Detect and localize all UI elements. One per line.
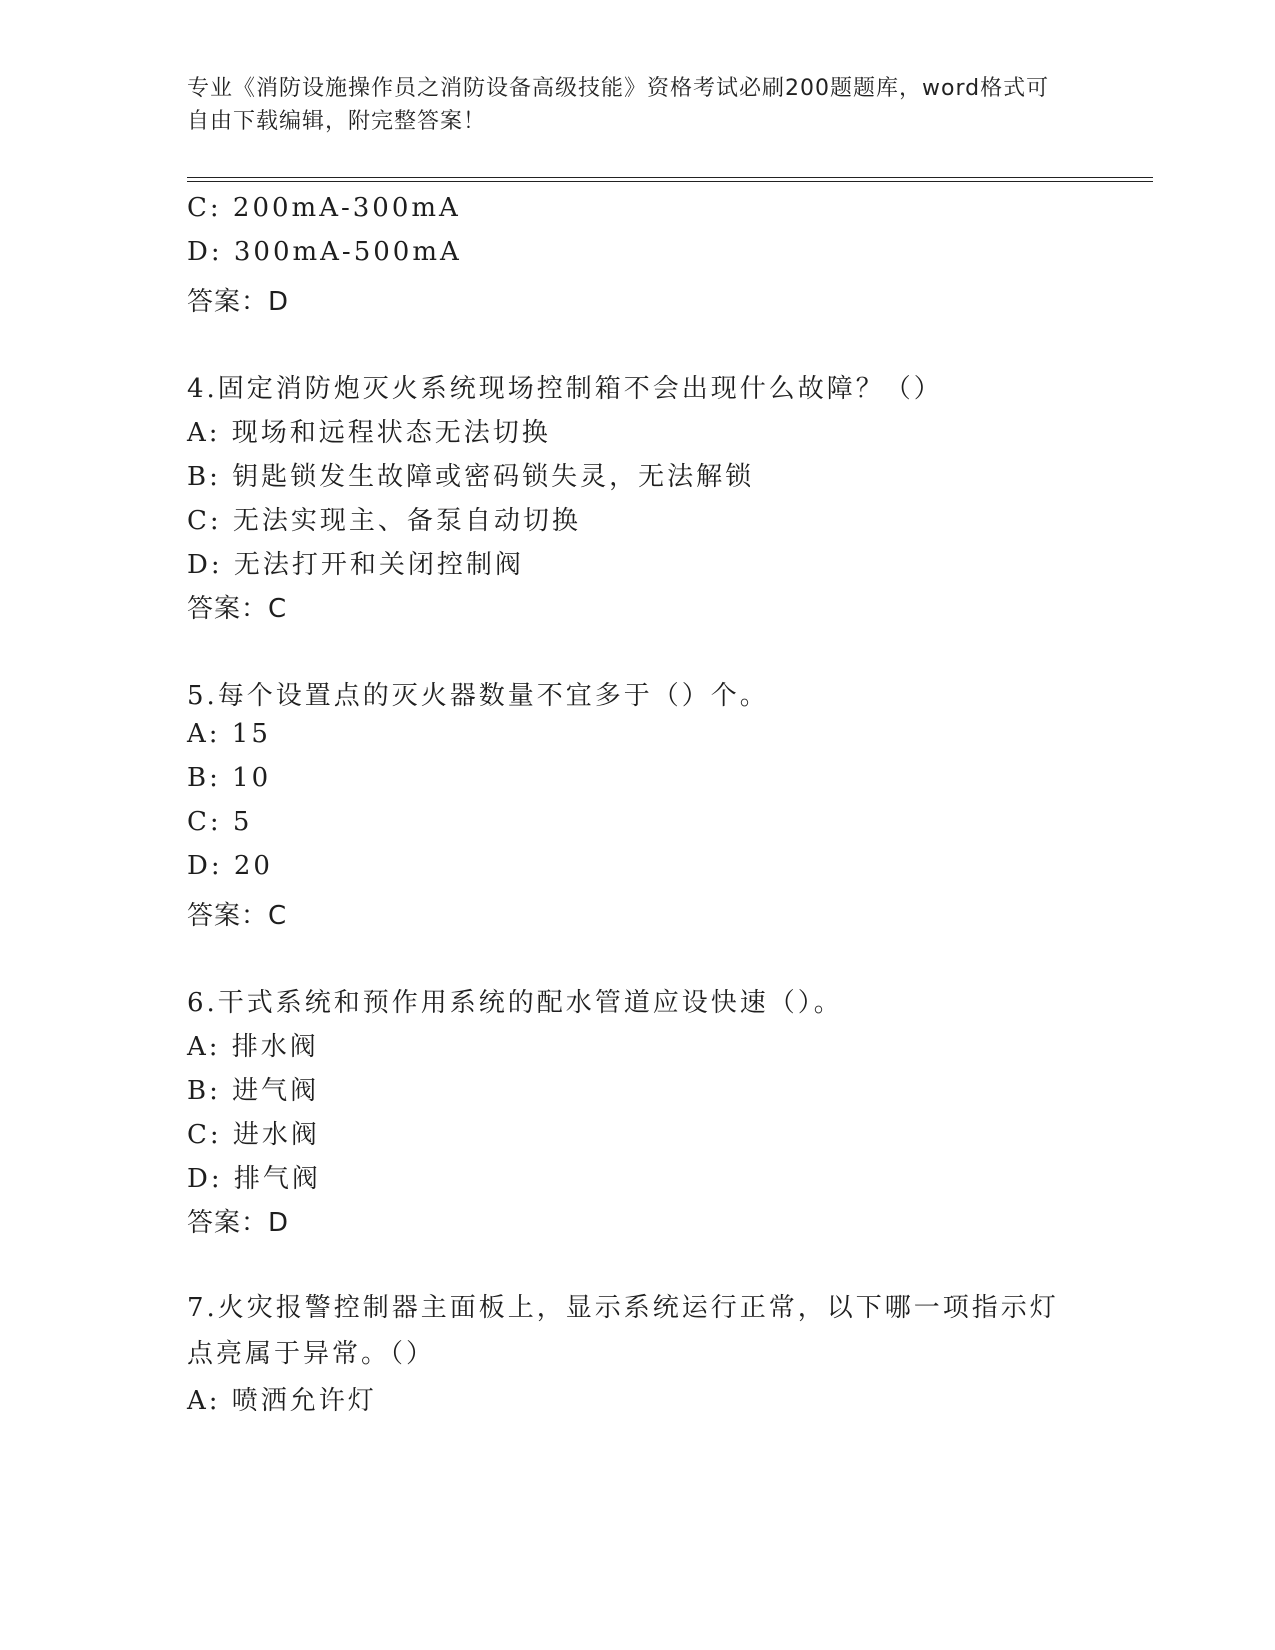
q3-option-c: C: 200mA-300mA — [187, 193, 461, 223]
q4-question: 4.固定消防炮灭火系统现场控制箱不会出现什么故障？（） — [187, 374, 943, 404]
q6-question: 6.干式系统和预作用系统的配水管道应设快速（）。 — [187, 988, 843, 1018]
q5-option-c: C: 5 — [187, 807, 253, 837]
q3-answer: 答案：D — [187, 287, 290, 317]
q4-option-a: A: 现场和远程状态无法切换 — [187, 418, 551, 448]
q6-option-d: D: 排气阀 — [187, 1164, 321, 1194]
q7-option-a: A: 喷洒允许灯 — [187, 1386, 377, 1416]
q5-option-a: A: 15 — [187, 719, 271, 749]
q5-option-d: D: 20 — [187, 851, 273, 881]
q4-option-b: B: 钥匙锁发生故障或密码锁失灵，无法解锁 — [187, 462, 755, 492]
q5-answer: 答案：C — [187, 901, 288, 931]
q6-answer: 答案：D — [187, 1208, 290, 1238]
q7-question: 7.火灾报警控制器主面板上，显示系统运行正常，以下哪一项指示灯点亮属于异常。（） — [187, 1293, 1059, 1369]
q4-option-d: D: 无法打开和关闭控制阀 — [187, 550, 524, 580]
q3-option-d: D: 300mA-500mA — [187, 237, 462, 267]
q4-option-c: C: 无法实现主、备泵自动切换 — [187, 506, 581, 536]
q5-option-b: B: 10 — [187, 763, 272, 793]
q4-answer: 答案：C — [187, 594, 288, 624]
q6-option-a: A: 排水阀 — [187, 1032, 319, 1062]
q5-question: 5.每个设置点的灭火器数量不宜多于（）个。 — [187, 681, 769, 711]
document-header: 专业《消防设施操作员之消防设备高级技能》资格考试必刷200题题库，word格式可自由下载编辑，附完整答案！ — [187, 76, 1050, 134]
q6-option-c: C: 进水阀 — [187, 1120, 320, 1150]
q6-option-b: B: 进气阀 — [187, 1076, 320, 1106]
header-divider — [187, 177, 1153, 182]
